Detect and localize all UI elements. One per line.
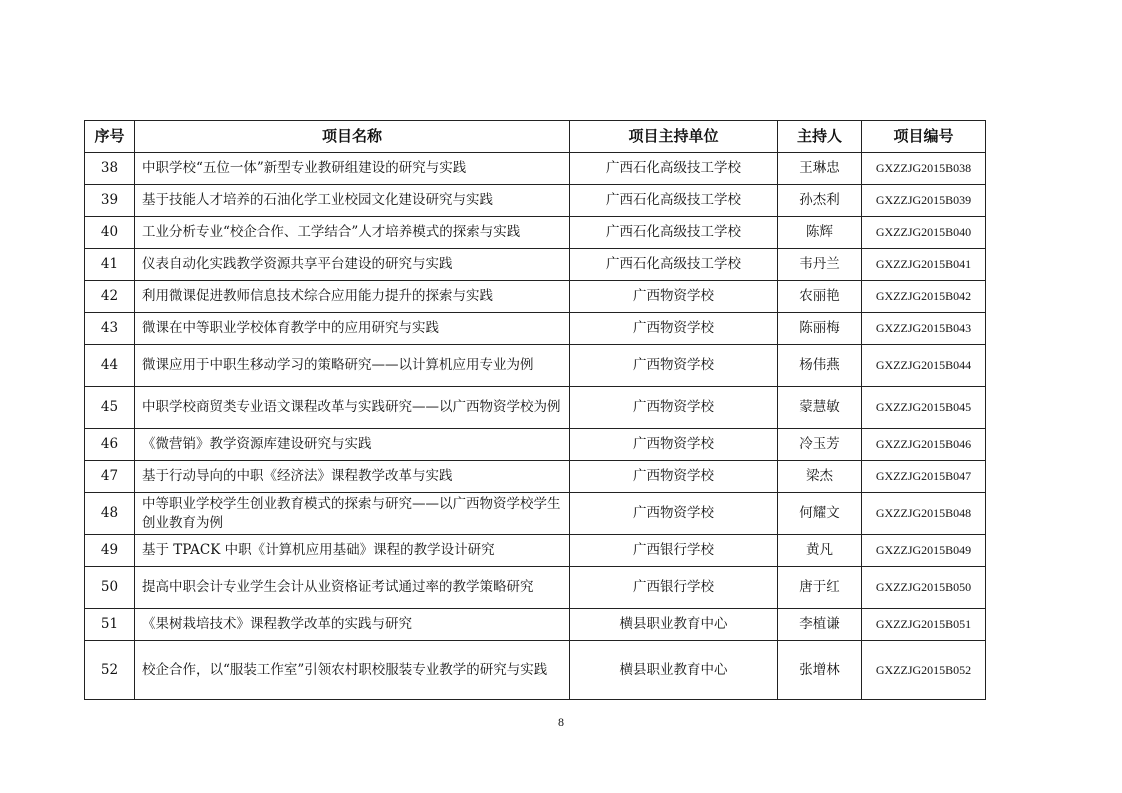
cell-unit: 广西银行学校 bbox=[570, 567, 778, 609]
table-header-row bbox=[85, 121, 986, 153]
cell-name: 利用微课促进教师信息技术综合应用能力提升的探索与实践 bbox=[135, 281, 570, 313]
cell-name: 基于行动导向的中职《经济法》课程教学改革与实践 bbox=[135, 461, 570, 493]
cell-no: 52 bbox=[85, 641, 135, 700]
cell-name: 基于技能人才培养的石油化学工业校园文化建设研究与实践 bbox=[135, 185, 570, 217]
cell-unit: 广西物资学校 bbox=[570, 493, 778, 535]
header-no: 序号 bbox=[85, 121, 135, 153]
cell-unit: 广西石化高级技工学校 bbox=[570, 217, 778, 249]
cell-name: 工业分析专业“校企合作、工学结合”人才培养模式的探索与实践 bbox=[135, 217, 570, 249]
cell-unit: 广西银行学校 bbox=[570, 535, 778, 567]
cell-code: GXZZJG2015B039 bbox=[862, 185, 986, 217]
cell-name: 仪表自动化实践教学资源共享平台建设的研究与实践 bbox=[135, 249, 570, 281]
table-row bbox=[85, 535, 986, 567]
cell-code: GXZZJG2015B052 bbox=[862, 641, 986, 700]
cell-unit: 广西石化高级技工学校 bbox=[570, 185, 778, 217]
cell-leader: 陈辉 bbox=[778, 217, 862, 249]
header-leader: 主持人 bbox=[778, 121, 862, 153]
cell-no: 41 bbox=[85, 249, 135, 281]
cell-no: 51 bbox=[85, 609, 135, 641]
cell-no: 38 bbox=[85, 153, 135, 185]
cell-code: GXZZJG2015B047 bbox=[862, 461, 986, 493]
cell-leader: 何耀文 bbox=[778, 493, 862, 535]
table-body bbox=[85, 153, 986, 700]
cell-leader: 冷玉芳 bbox=[778, 429, 862, 461]
table-row bbox=[85, 429, 986, 461]
cell-code: GXZZJG2015B051 bbox=[862, 609, 986, 641]
cell-unit: 广西物资学校 bbox=[570, 281, 778, 313]
cell-no: 47 bbox=[85, 461, 135, 493]
header-code: 项目编号 bbox=[862, 121, 986, 153]
table-row bbox=[85, 185, 986, 217]
table-row bbox=[85, 641, 986, 700]
cell-code: GXZZJG2015B042 bbox=[862, 281, 986, 313]
cell-name: 校企合作，以“服装工作室”引领农村职校服装专业教学的研究与实践 bbox=[135, 641, 570, 700]
cell-code: GXZZJG2015B048 bbox=[862, 493, 986, 535]
projects-table bbox=[84, 120, 986, 700]
table-row bbox=[85, 249, 986, 281]
cell-code: GXZZJG2015B045 bbox=[862, 387, 986, 429]
cell-code: GXZZJG2015B046 bbox=[862, 429, 986, 461]
cell-no: 46 bbox=[85, 429, 135, 461]
cell-unit: 横县职业教育中心 bbox=[570, 609, 778, 641]
cell-leader: 李植谦 bbox=[778, 609, 862, 641]
cell-code: GXZZJG2015B038 bbox=[862, 153, 986, 185]
cell-no: 45 bbox=[85, 387, 135, 429]
cell-unit: 广西物资学校 bbox=[570, 345, 778, 387]
table-row bbox=[85, 609, 986, 641]
cell-leader: 陈丽梅 bbox=[778, 313, 862, 345]
cell-code: GXZZJG2015B041 bbox=[862, 249, 986, 281]
cell-no: 49 bbox=[85, 535, 135, 567]
cell-unit: 广西物资学校 bbox=[570, 313, 778, 345]
cell-name: 中等职业学校学生创业教育模式的探索与研究——以广西物资学校学生创业教育为例 bbox=[135, 493, 570, 535]
cell-name: 中职学校商贸类专业语文课程改革与实践研究——以广西物资学校为例 bbox=[135, 387, 570, 429]
cell-code: GXZZJG2015B049 bbox=[862, 535, 986, 567]
table-row bbox=[85, 493, 986, 535]
cell-unit: 广西石化高级技工学校 bbox=[570, 249, 778, 281]
cell-leader: 韦丹兰 bbox=[778, 249, 862, 281]
table-row bbox=[85, 567, 986, 609]
cell-name: 《果树栽培技术》课程教学改革的实践与研究 bbox=[135, 609, 570, 641]
table-row bbox=[85, 387, 986, 429]
cell-leader: 梁杰 bbox=[778, 461, 862, 493]
cell-name: 提高中职会计专业学生会计从业资格证考试通过率的教学策略研究 bbox=[135, 567, 570, 609]
cell-leader: 张增林 bbox=[778, 641, 862, 700]
header-unit: 项目主持单位 bbox=[570, 121, 778, 153]
cell-no: 50 bbox=[85, 567, 135, 609]
cell-name: 《微营销》教学资源库建设研究与实践 bbox=[135, 429, 570, 461]
header-name: 项目名称 bbox=[135, 121, 570, 153]
cell-unit: 广西石化高级技工学校 bbox=[570, 153, 778, 185]
cell-name: 微课应用于中职生移动学习的策略研究——以计算机应用专业为例 bbox=[135, 345, 570, 387]
cell-code: GXZZJG2015B044 bbox=[862, 345, 986, 387]
cell-no: 39 bbox=[85, 185, 135, 217]
table-row bbox=[85, 461, 986, 493]
cell-no: 42 bbox=[85, 281, 135, 313]
cell-unit: 广西物资学校 bbox=[570, 387, 778, 429]
cell-unit: 横县职业教育中心 bbox=[570, 641, 778, 700]
table-row bbox=[85, 217, 986, 249]
cell-leader: 孙杰利 bbox=[778, 185, 862, 217]
cell-leader: 蒙慧敏 bbox=[778, 387, 862, 429]
cell-leader: 农丽艳 bbox=[778, 281, 862, 313]
cell-no: 40 bbox=[85, 217, 135, 249]
cell-leader: 杨伟燕 bbox=[778, 345, 862, 387]
table-row bbox=[85, 281, 986, 313]
cell-no: 43 bbox=[85, 313, 135, 345]
cell-no: 44 bbox=[85, 345, 135, 387]
cell-code: GXZZJG2015B050 bbox=[862, 567, 986, 609]
table-row bbox=[85, 345, 986, 387]
cell-code: GXZZJG2015B043 bbox=[862, 313, 986, 345]
cell-no: 48 bbox=[85, 493, 135, 535]
cell-name: 中职学校“五位一体”新型专业教研组建设的研究与实践 bbox=[135, 153, 570, 185]
cell-unit: 广西物资学校 bbox=[570, 429, 778, 461]
cell-leader: 唐于红 bbox=[778, 567, 862, 609]
cell-unit: 广西物资学校 bbox=[570, 461, 778, 493]
cell-code: GXZZJG2015B040 bbox=[862, 217, 986, 249]
cell-name: 微课在中等职业学校体育教学中的应用研究与实践 bbox=[135, 313, 570, 345]
cell-leader: 王琳忠 bbox=[778, 153, 862, 185]
cell-leader: 黄凡 bbox=[778, 535, 862, 567]
table-row bbox=[85, 153, 986, 185]
cell-name: 基于 TPACK 中职《计算机应用基础》课程的教学设计研究 bbox=[135, 535, 570, 567]
page-number: 8 bbox=[558, 715, 564, 729]
table-row bbox=[85, 313, 986, 345]
